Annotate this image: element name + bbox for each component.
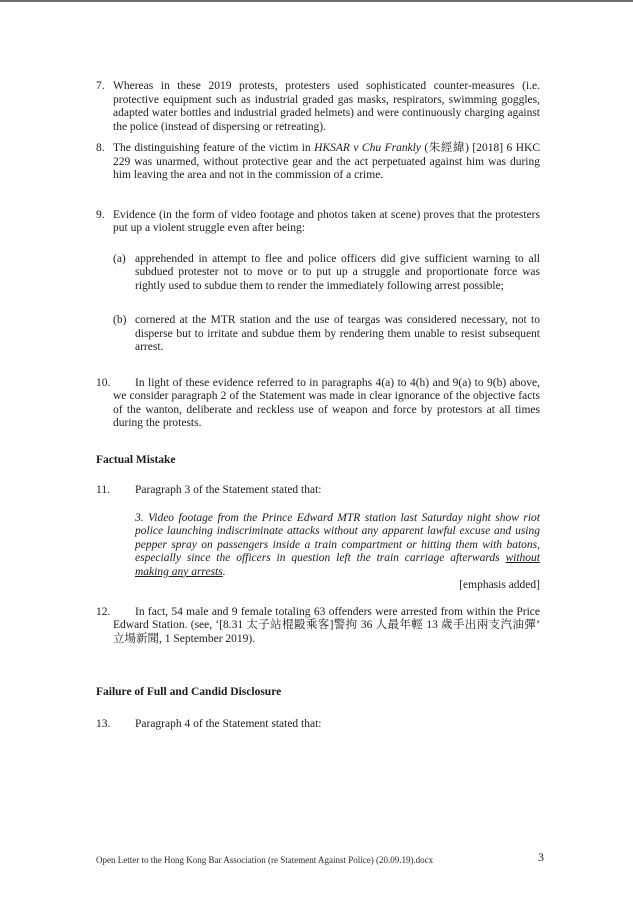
page-number: 3 bbox=[538, 852, 544, 864]
paragraph-13-number: 13. bbox=[96, 717, 111, 730]
paragraph-12-number: 12. bbox=[96, 605, 111, 618]
emphasis-added-note: [emphasis added] bbox=[459, 579, 540, 591]
case-citation-italic: HKSAR v Chu Frankly bbox=[314, 142, 421, 154]
paragraph-10 bbox=[96, 377, 540, 431]
paragraph-9a-marker: (a) bbox=[113, 252, 126, 265]
paragraph-13-text: Paragraph 4 of the Statement stated that: bbox=[135, 717, 322, 730]
block-quote-statement-para-3 bbox=[135, 512, 540, 580]
paragraph-12-text: In fact, 54 male and 9 female totaling 63 offenders were arrested from within the Price Edward Station. (see, ‘[8.31 太子站棍毆乘客]警拘 36 人最年輕 13 歲手出兩支汽油彈’ 立場新聞, 1 September 2019). bbox=[113, 605, 540, 645]
paragraph-9b-marker: (b) bbox=[113, 314, 127, 326]
paragraph-9-text: Evidence (in the form of video footage and photos taken at scene) proves that the protesters put up a violent struggle even after being: bbox=[113, 208, 540, 234]
quote-underlined-phrase: without making any arrests bbox=[135, 552, 540, 578]
heading-factual-mistake: Factual Mistake bbox=[96, 453, 176, 466]
paragraph-11-text: Paragraph 3 of the Statement stated that: bbox=[135, 484, 322, 496]
paragraph-9 bbox=[96, 209, 540, 236]
quote-text-end: . bbox=[222, 565, 226, 578]
paragraph-8-text-pre: The distinguishing feature of the victim in bbox=[113, 142, 315, 154]
heading-failure-full-candid-disclosure: Failure of Full and Candid Disclosure bbox=[96, 686, 282, 698]
paragraph-8-text-post: (朱經緯) [2018] 6 HKC 229 was unarmed, without protective gear and the act perpetuated against him was during him leaving the area and not in the commission of a crime. bbox=[113, 142, 540, 181]
paragraph-8-number: 8. bbox=[96, 142, 105, 154]
paragraph-10-number: 10. bbox=[96, 376, 111, 389]
paragraph-7-number: 7. bbox=[96, 80, 105, 92]
footer-filename: Open Letter to the Hong Kong Bar Association (re Statement Against Police) (20.09.19).docx bbox=[96, 855, 434, 865]
paragraph-9b bbox=[113, 314, 540, 355]
paragraph-8 bbox=[96, 142, 540, 183]
paragraph-9-number: 9. bbox=[96, 208, 105, 221]
paragraph-13 bbox=[96, 718, 540, 732]
paragraph-9b-text: cornered at the MTR station and the use of teargas was considered necessary, not to disperse but to irritate and subdue them by rendering them unable to resist subsequent arrest. bbox=[135, 314, 540, 353]
paragraph-7-text: Whereas in these 2019 protests, protesters used sophisticated counter-measures (i.e. protective equipment such as industrial graded gas masks, respirators, swimming goggles, adapted water bottles and industrial graded helmets) and were continuously charging against the police (instead of dispersing or retreating). bbox=[113, 80, 540, 133]
quote-text: 3. Video footage from the Prince Edward MTR station last Saturday night show riot police launching indiscriminate attacks without any apparent lawful excuse and using pepper spray on passengers inside a train compartment or hitting them with batons, especially since the officers in question left the train carriage afterwards bbox=[135, 511, 540, 564]
paragraph-10-text: In light of these evidence referred to in paragraphs 4(a) to 4(h) and 9(a) to 9(b) above, we consider paragraph 2 of the Statement was made in clear ignorance of the objective facts of the wanton, deliberate and reckless use of weapon and force by protestors at all times during the protests. bbox=[113, 376, 540, 429]
paragraph-11-number: 11. bbox=[96, 484, 110, 496]
paragraph-12 bbox=[96, 606, 540, 647]
paragraph-9a-text: apprehended in attempt to flee and police officers did give sufficient warning to all subdued protester not to move or to put up a struggle and proportionate force was rightly used to subdue them to render the immediately following arrest possible; bbox=[135, 252, 540, 292]
paragraph-7 bbox=[96, 80, 540, 134]
document-content bbox=[0, 2, 633, 731]
paragraph-9a bbox=[113, 253, 540, 294]
paragraph-11 bbox=[96, 484, 540, 498]
